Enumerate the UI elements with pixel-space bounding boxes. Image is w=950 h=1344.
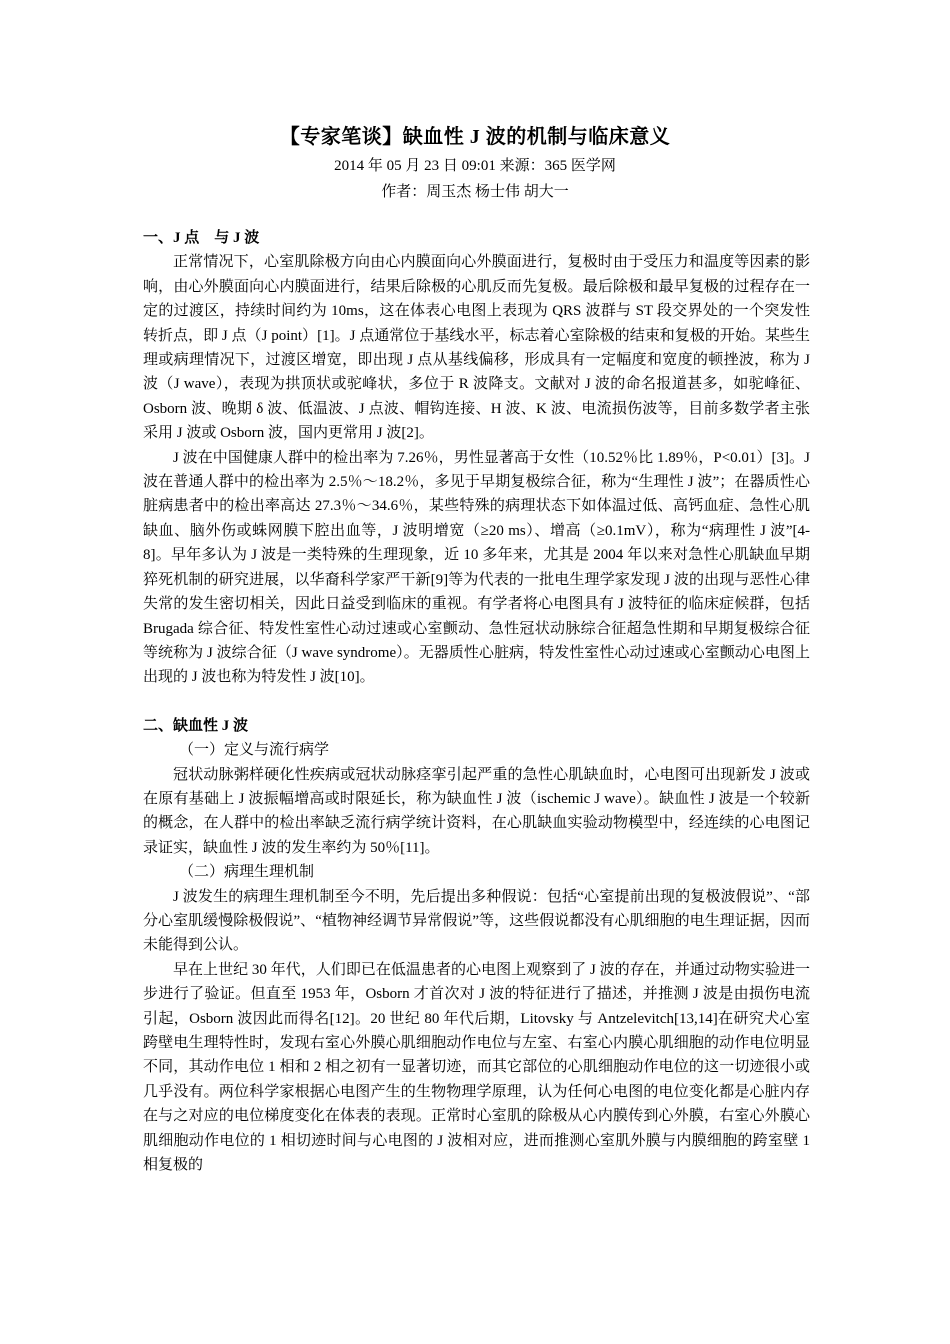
- article-body: [143, 226, 810, 1177]
- section-gap: [143, 690, 810, 714]
- article-title: 【专家笔谈】缺血性 J 波的机制与临床意义: [279, 126, 671, 148]
- paragraph: 早在上世纪 30 年代，人们即已在低温患者的心电图上观察到了 J 波的存在，并通过动物实验进一步进行了验证。但直至 1953 年，Osborn 才首次对 J 波的特征进行了描述，并推测 J 波是由损伤电流引起，Osborn 波因此而得名[12]。20 世纪 80 年代后期，Litovsky 与 Antzelevitch[13,14]在研究犬心室跨壁电生理特性时，发现右室心外膜心肌细胞动作电位与左室、右室心内膜心肌细胞的动作电位明显不同，其动作电位 1 相和 2 相之初有一显著切迹，而其它部位的心肌细胞动作电位的这一切迹很小或几乎没有。两位科学家根据心电图产生的生物物理学原理，认为任何心电图的电位变化都是心脏内存在与之对应的电位梯度变化在体表的表现。正常时心室肌的除极从心内膜传到心外膜，右室心外膜心肌细胞动作电位的 1 相切迹时间与心电图的 J 波相对应，进而推测心室肌外膜与内膜细胞的跨室壁 1 相复极的: [143, 961, 810, 1174]
- authors-line: 作者：周玉杰 杨士伟 胡大一: [381, 184, 569, 200]
- paragraph: J 波发生的病理生理机制至今不明，先后提出多种假说：包括“心室提前出现的复极波假说”、“部分心室肌缓慢除极假说”、“植物神经调节异常假说”等，这些假说都没有心肌细胞的电生理证据，因而未能得到公认。: [143, 888, 810, 954]
- paragraph: J 波在中国健康人群中的检出率为 7.26％，男性显著高于女性（10.52％比 1.89％，P<0.01）[3]。J 波在普通人群中的检出率为 2.5％～18.2％，多见于早期复极综合征，称为“生理性 J 波”；在器质性心脏病患者中的检出率高达 27.3％～34.6％，某些特殊的病理状态下如体温过低、高钙血症、急性心肌缺血、脑外伤或蛛网膜下腔出血等，J 波明增宽（≥20 ms）、增高（≥0.1mV），称为“病理性 J 波”[4-8]。早年多认为 J 波是一类特殊的生理现象，近 10 多年来，尤其是 2004 年以来对急性心肌缺血早期猝死机制的研究进展，以华裔科学家严干新[9]等为代表的一批电生理学家发现 J 波的出现与恶性心律失常的发生密切相关，因此日益受到临床的重视。有学者将心电图具有 J 波特征的临床症候群，包括 Brugada 综合征、特发性室性心动过速或心室颤动、急性冠状动脉综合征超急性期和早期复极综合征等统称为 J 波综合征（J wave syndrome）。无器质性心脏病，特发性室性心动过速或心室颤动心电图上出现的 J 波也称为特发性 J 波[10]。: [143, 449, 810, 686]
- section-heading-2: 二、缺血性 J 波: [143, 717, 249, 734]
- subsection-heading-2: （二）病理生理机制: [179, 864, 315, 881]
- paragraph: 正常情况下，心室肌除极方向由心内膜面向心外膜面进行，复极时由于受压力和温度等因素的影响，由心外膜面向心内膜面进行，结果后除极的心肌反而先复极。最后除极和最早复极的过程存在一定的过渡区，持续时间约为 10ms，这在体表心电图上表现为 QRS 波群与 ST 段交界处的一个突发性转折点，即 J 点（J point）[1]。J 点通常位于基线水平，标志着心室除极的结束和复极的开始。某些生理或病理情况下，过渡区增宽，即出现 J 点从基线偏移，形成具有一定幅度和宽度的顿挫波，称为 J 波（J wave），表现为拱顶状或驼峰状，多位于 R 波降支。文献对 J 波的命名报道甚多，如驼峰征、Osborn 波、晚期 δ 波、低温波、J 点波、帽钩连接、H 波、K 波、电流损伤波等，目前多数学者主张采用 J 波或 Osborn 波，国内更常用 J 波[2]。: [143, 254, 810, 442]
- subsection-heading-1: （一）定义与流行病学: [179, 742, 330, 759]
- date-source-line: 2014 年 05 月 23 日 09:01 来源：365 医学网: [334, 158, 616, 174]
- section-heading-1: 一、J 点 与 J 波: [143, 230, 260, 246]
- paragraph: 冠状动脉粥样硬化性疾病或冠状动脉痉挛引起严重的急性心肌缺血时，心电图可出现新发 J 波或在原有基础上 J 波振幅增高或时限延长，称为缺血性 J 波（ischemic J wave）。缺血性 J 波是一个较新的概念，在人群中的检出率缺乏流行病学统计资料，在心肌缺血实验动物模型中，经连续的心电图记录证实，缺血性 J 波的发生率约为 50％[11]。: [143, 766, 810, 856]
